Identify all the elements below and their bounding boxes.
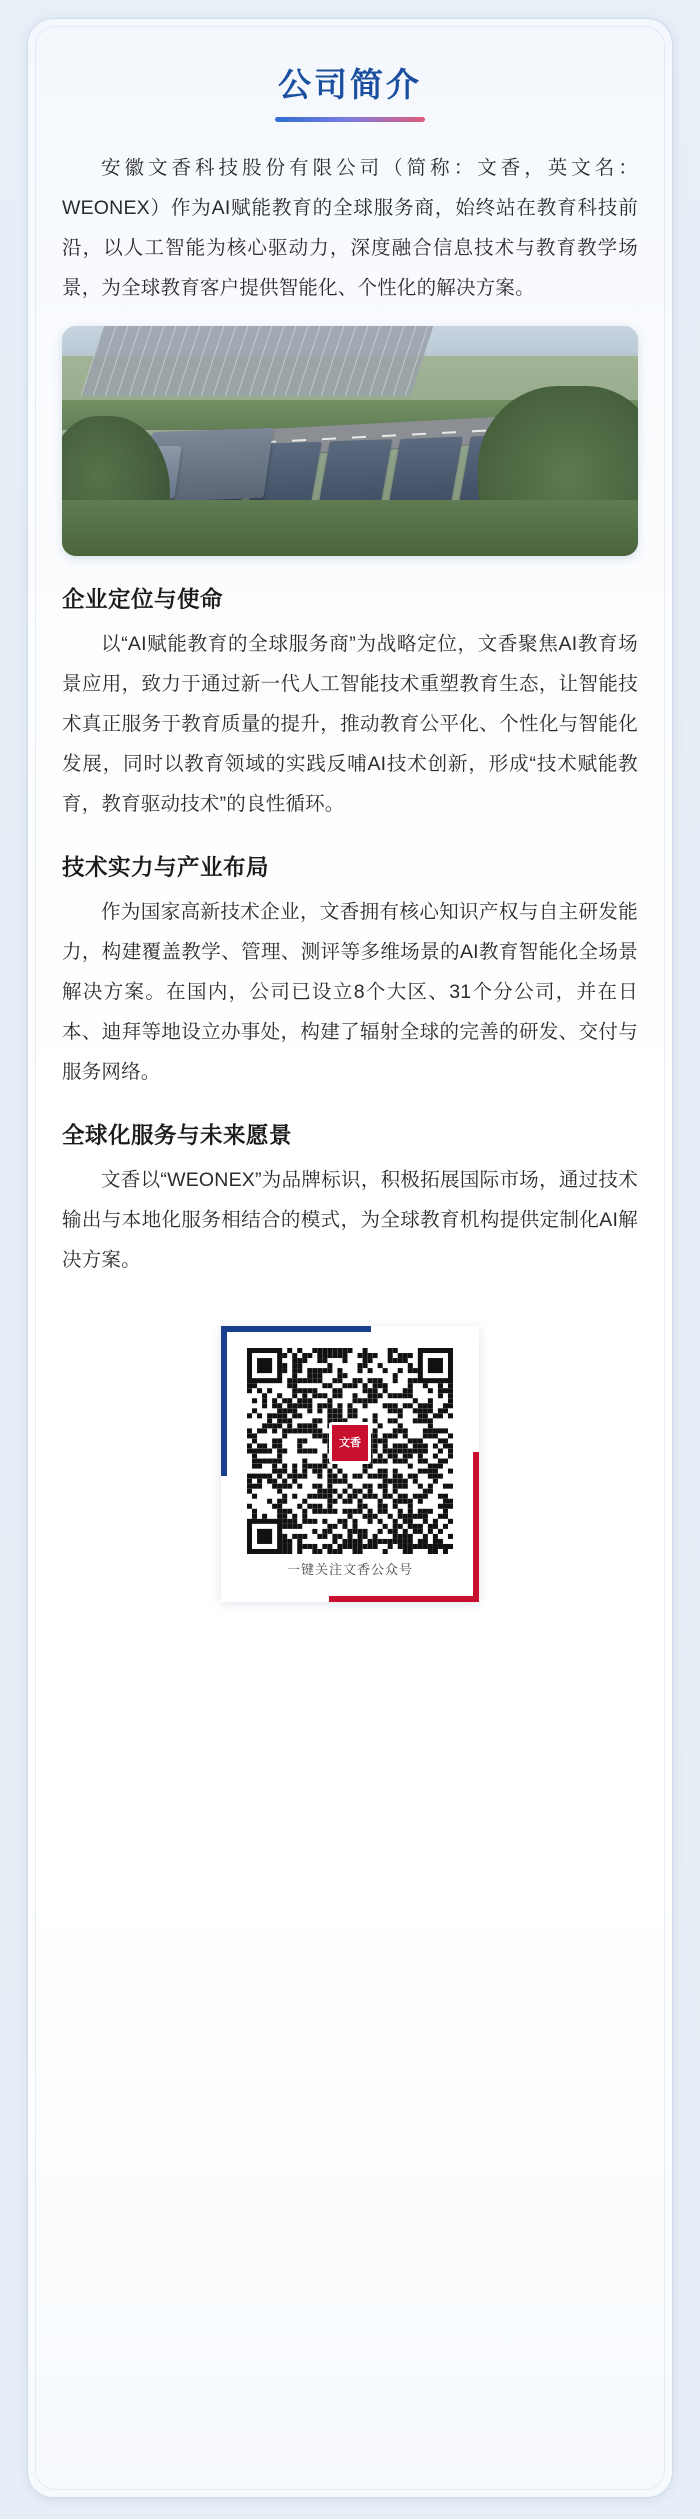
qr-center-logo: 文香 <box>329 1422 371 1464</box>
page-title: 公司简介 <box>278 66 422 103</box>
section-paragraph-global: 文香以“WEONEX”为品牌标识，积极拓展国际市场，通过技术输出与本地化服务相结合的模式，为全球教育机构提供定制化AI解决方案。 <box>62 1168 638 1271</box>
qr-corner-bottom-right <box>473 1452 479 1602</box>
page-title-block <box>62 65 638 122</box>
qr-corner-bottom-right <box>329 1596 479 1602</box>
section-paragraph-mission: 以“AI赋能教育的全球服务商”为战略定位，文香聚焦AI教育场景应用，致力于通过新一代人工智能技术重塑教育生态，让智能技术真正服务于教育质量的提升，推动教育公平化、个性化与智能化发展，同时以教育领域的实践反哺AI技术创新，形成“技术赋能教育，教育驱动技术”的良性循环。 <box>62 632 638 815</box>
qr-code-block <box>221 1326 479 1602</box>
content-card <box>27 18 673 2498</box>
qr-frame <box>221 1326 479 1602</box>
qr-corner-top-left <box>221 1326 371 1332</box>
qr-corner-top-left <box>221 1326 227 1476</box>
section-heading-global: 全球化服务与未来愿景 <box>62 1122 293 1148</box>
photo-trees-bottom <box>62 500 638 556</box>
photo-parking-lot <box>81 326 434 396</box>
campus-photo-image <box>62 326 638 556</box>
section-heading-technology: 技术实力与产业布局 <box>62 854 270 880</box>
intro-paragraph: 安徽文香科技股份有限公司（简称：文香，英文名：WEONEX）作为AI赋能教育的全球服务商，始终站在教育科技前沿，以人工智能为核心驱动力，深度融合信息技术与教育教学场景，为全球教育客户提供智能化、个性化的解决方案。 <box>62 156 638 299</box>
section-paragraph-technology: 作为国家高新技术企业，文香拥有核心知识产权与自主研发能力，构建覆盖教学、管理、测评等多维场景的AI教育智能化全场景解决方案。在国内，公司已设立8个大区、31个分公司，并在日本、迪拜等地设立办事处，构建了辐射全球的完善的研发、交付与服务网络。 <box>62 900 638 1083</box>
title-underline-decoration <box>275 117 425 122</box>
campus-photo <box>62 326 638 556</box>
qr-caption: 一键关注文香公众号 <box>286 1561 413 1577</box>
section-heading-mission: 企业定位与使命 <box>62 586 224 612</box>
